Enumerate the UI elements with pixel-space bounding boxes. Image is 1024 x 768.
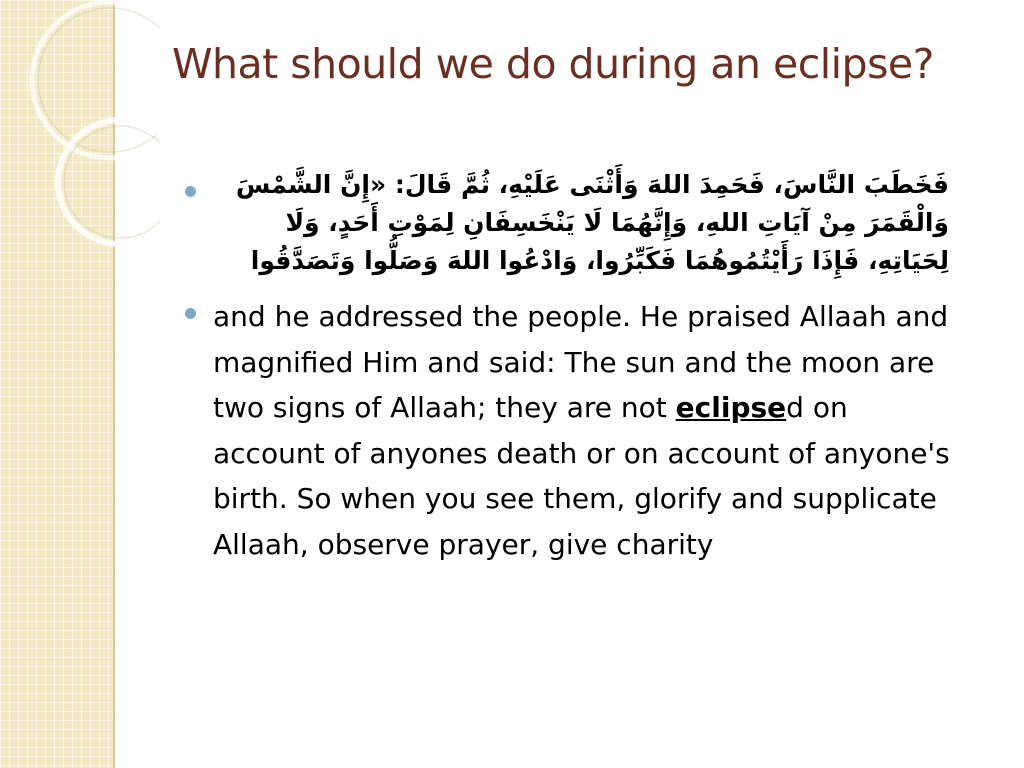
arabic-hadith-text: فَخَطَبَ النَّاسَ، فَحَمِدَ اللهَ وَأَثْنَى عَلَيْهِ، ثُمَّ قَالَ: «إِنَّ الشَّمْسَ وَالْقَمَرَ مِنْ آيَاتِ اللهِ، وَإِنَّهُمَا لَا يَنْخَسِفَانِ لِمَوْتِ أَحَدٍ، وَلَا لِحَيَاتِهِ، فَإِذَا رَأَيْتُمُوهُمَا فَكَبِّرُوا، وَادْعُوا اللهَ وَصَلُّوا وَتَصَدَّقُوا <box>235 170 949 275</box>
translation-text-before: and he addressed the people. He praised Allaah and magnified Him and said: The sun and the moon are two signs of Allaah; they are not <box>213 300 949 424</box>
bullet-icon <box>185 308 196 319</box>
bullet-icon <box>185 186 196 197</box>
bullet-item-arabic <box>183 166 963 280</box>
bullet-item-english <box>183 294 963 567</box>
decorative-rings <box>0 0 160 300</box>
highlighted-word-eclipse: eclipse <box>675 391 787 424</box>
decorative-ring-small <box>58 120 160 244</box>
translation-text-after: d on account of anyones death or on account of anyone's birth. So when you see them, glorify and supplicate Allaah, observe prayer, give charity <box>213 391 950 561</box>
english-translation-text <box>213 294 963 567</box>
decorative-ring-large <box>32 2 160 158</box>
bullet-list <box>183 166 963 567</box>
slide-title: What should we do during an eclipse? <box>172 40 934 88</box>
